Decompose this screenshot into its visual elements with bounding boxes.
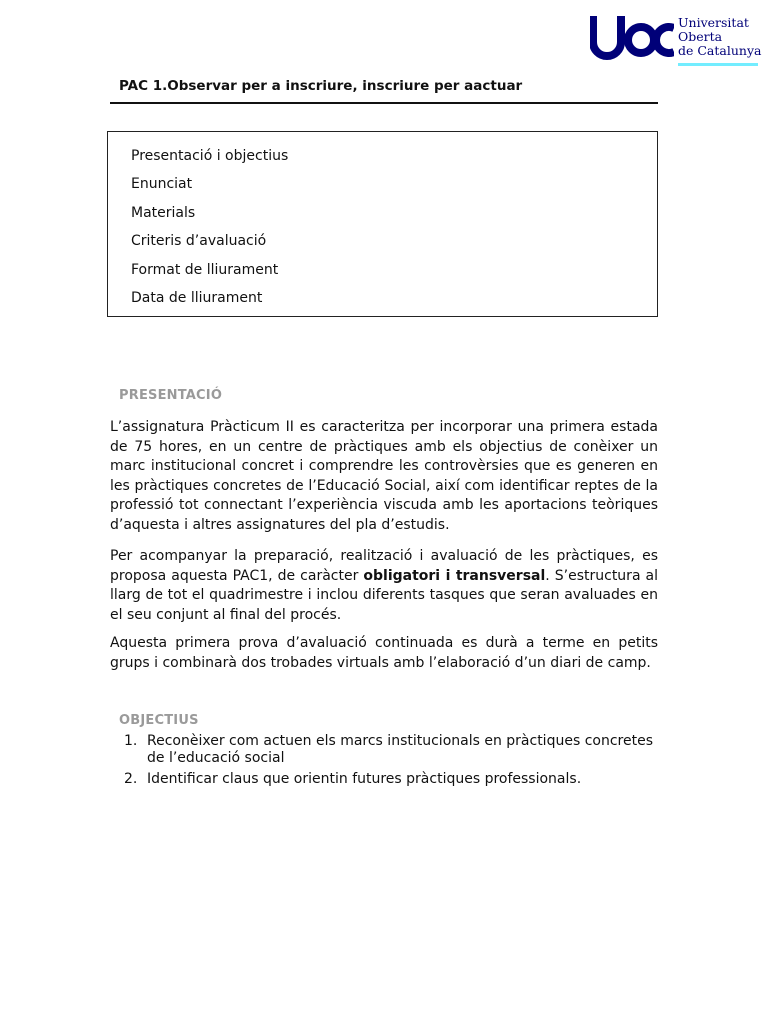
logo-wordmark (678, 16, 761, 58)
paragraph-pac-part: Per acompanyar la preparació, realització i avaluació de les pràctiques, es proposa aquesta PAC1, de caràcter (110, 548, 658, 584)
logo-line-3: de Catalunya (678, 43, 762, 58)
logo-accent-line (678, 63, 758, 66)
paragraph-groups: Aquesta primera prova d’avaluació continuada es durà a terme en petits grups i combinarà dos trobades virtuals amb l’elaboració d’un diari de camp. (110, 635, 658, 671)
paragraph-intro: L’assignatura Pràcticum II es caracteritza per incorporar una primera estada de 75 hores, en un centre de pràctiques amb els objectius de conèixer un marc institucional concret i comprendre les controvèrsies que es generen en les pràctiques concretes de l’Educació Social, així com identificar reptes de la professió tot connectant l’experiència viscuda amb les aportacions teòriques d’aquesta i altres assignatures del pla d’estudis. (110, 419, 658, 533)
toc-item: Enunciat (131, 176, 193, 193)
document-title: PAC 1.Observar per a inscriure, inscriure per aactuar (119, 78, 523, 94)
objective-number: 2. (124, 771, 138, 787)
toc-item: Criteris d’avaluació (131, 233, 267, 250)
section-heading-presentacio: PRESENTACIÓ (119, 388, 223, 403)
logo-line-2: Oberta (678, 29, 723, 44)
table-of-contents (107, 131, 658, 317)
objective-number: 1. (124, 733, 138, 749)
objective-item (110, 733, 670, 767)
objective-text: Identificar claus que orientin futures pràctiques professionals. (147, 771, 582, 787)
objective-text: Reconèixer com actuen els marcs institucionals en pràctiques concretes de l’educació social (147, 733, 653, 766)
objectives-list (110, 733, 670, 792)
uoc-logo-mark (590, 14, 674, 66)
section-heading-objectius: OBJECTIUS (119, 713, 199, 728)
paragraph-pac-emphasis: obligatori i transversal (363, 567, 546, 584)
toc-item: Format de lliurament (131, 261, 279, 278)
paragraph-pac-part: . S’estructura al llarg de tot el quadrimestre i inclou diferents tasques que seran avaluades en el seu conjunt al final del procés. (110, 567, 659, 623)
uoc-logo (590, 14, 760, 68)
toc-item: Presentació i objectius (131, 148, 289, 164)
logo-line-1: Universitat (678, 15, 749, 30)
toc-item: Data de lliurament (131, 290, 263, 307)
paragraph-pac (110, 547, 658, 625)
title-underline (110, 102, 658, 104)
objective-item (110, 771, 670, 788)
toc-item: Materials (131, 204, 196, 221)
